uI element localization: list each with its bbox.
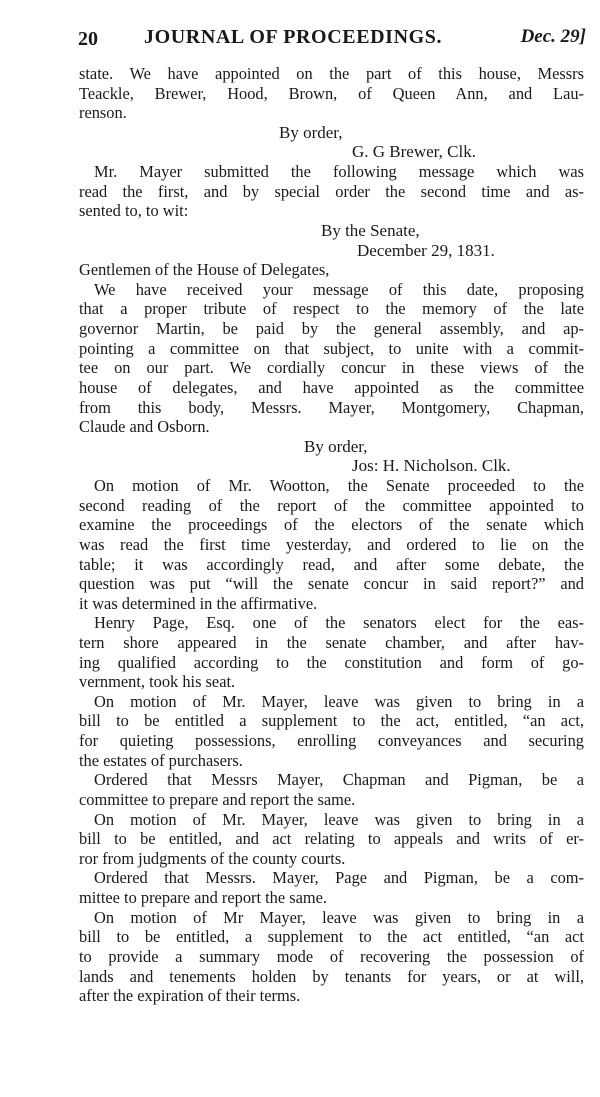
text-line: bill to be entitled a supplement to the act, entitled, “an act, (79, 711, 584, 731)
text-line: vernment, took his seat. (79, 672, 236, 692)
page-title: JOURNAL OF PROCEEDINGS. (144, 26, 443, 48)
text-line: committee to prepare and report the same. (79, 789, 356, 809)
text-line: table; it was accordingly read, and after some debate, the (79, 554, 584, 574)
text-line: Mr. Mayer submitted the following message which was (94, 162, 584, 182)
text-line: from this body, Messrs. Mayer, Montgomery, Chapman, (79, 397, 584, 417)
text-line: bill to be entitled, and act relating to appeals and writs of er- (79, 829, 584, 849)
text-line: second reading of the report of the committee appointed to (79, 495, 584, 515)
text-line: pointing a committee on that subject, to unite with a commit- (79, 338, 584, 358)
text-line: after the expiration of their terms. (79, 986, 301, 1006)
text-line: it was determined in the affirmative. (79, 593, 318, 613)
text-line: On motion of Mr Mayer, leave was given to bring in a (94, 907, 584, 927)
text-line: Ordered that Messrs Mayer, Chapman and Pigman, be a (94, 770, 584, 790)
text-line: to provide a summary mode of recovering the possession of (79, 946, 584, 966)
text-line: for quieting possessions, enrolling conveyances and securing (79, 731, 584, 751)
header-date: Dec. 29] (520, 26, 586, 47)
text-line: that a proper tribute of respect to the memory of the late (79, 299, 584, 319)
text-line: tee on our part. We cordially concur in these views of the (79, 358, 584, 378)
text-line: governor Martin, be paid by the general assembly, and ap- (79, 319, 584, 339)
text-line: We have received your message of this date, proposing (94, 279, 584, 299)
text-line: examine the proceedings of the electors of the senate which (79, 515, 584, 535)
text-line: question was put “will the senate concur in said report?” and (79, 574, 584, 594)
text-line: lands and tenements holden by tenants for years, or at will, (79, 966, 584, 986)
text-line: house of delegates, and have appointed as the committee (79, 377, 584, 397)
text-line: Claude and Osborn. (79, 417, 210, 437)
signature-line: Jos: H. Nicholson. Clk. (352, 456, 511, 476)
text-line: sented to, to wit: (79, 201, 189, 221)
text-line: ing qualified according to the constitution and form of go- (79, 652, 584, 672)
text-line: On motion of Mr. Mayer, leave was given to bring in a (94, 691, 584, 711)
page-number: 20 (78, 28, 98, 50)
signature-line: By order, (279, 122, 343, 142)
text-line: was read the first time yesterday, and ordered to lie on the (79, 534, 584, 554)
text-line: mittee to prepare and report the same. (79, 888, 328, 908)
text-line: On motion of Mr. Mayer, leave was given to bring in a (94, 809, 584, 829)
text-line: renson. (79, 103, 127, 123)
text-line: On motion of Mr. Wootton, the Senate proceeded to the (94, 476, 584, 496)
text-line: Teackle, Brewer, Hood, Brown, of Queen Ann, and Lau- (79, 83, 584, 103)
text-line: ror from judgments of the county courts. (79, 848, 346, 868)
text-line: the estates of purchasers. (79, 750, 243, 770)
text-line: bill to be entitled, a supplement to the act entitled, “an act (79, 927, 584, 947)
text-line: state. We have appointed on the part of this house, Messrs (79, 64, 584, 83)
text-line: read the first, and by special order the second time and as- (79, 181, 584, 201)
text-line: Henry Page, Esq. one of the senators elect for the eas- (94, 613, 584, 633)
signature-line: G. G Brewer, Clk. (352, 142, 476, 162)
text-line: tern shore appeared in the senate chamber, and after hav- (79, 632, 584, 652)
signature-line: By order, (304, 436, 368, 456)
text-line: Ordered that Messrs. Mayer, Page and Pigman, be a com- (94, 868, 584, 888)
text-line: Gentlemen of the House of Delegates, (79, 260, 330, 280)
signature-line: December 29, 1831. (357, 240, 495, 260)
signature-line: By the Senate, (321, 220, 420, 240)
running-header (78, 26, 586, 52)
